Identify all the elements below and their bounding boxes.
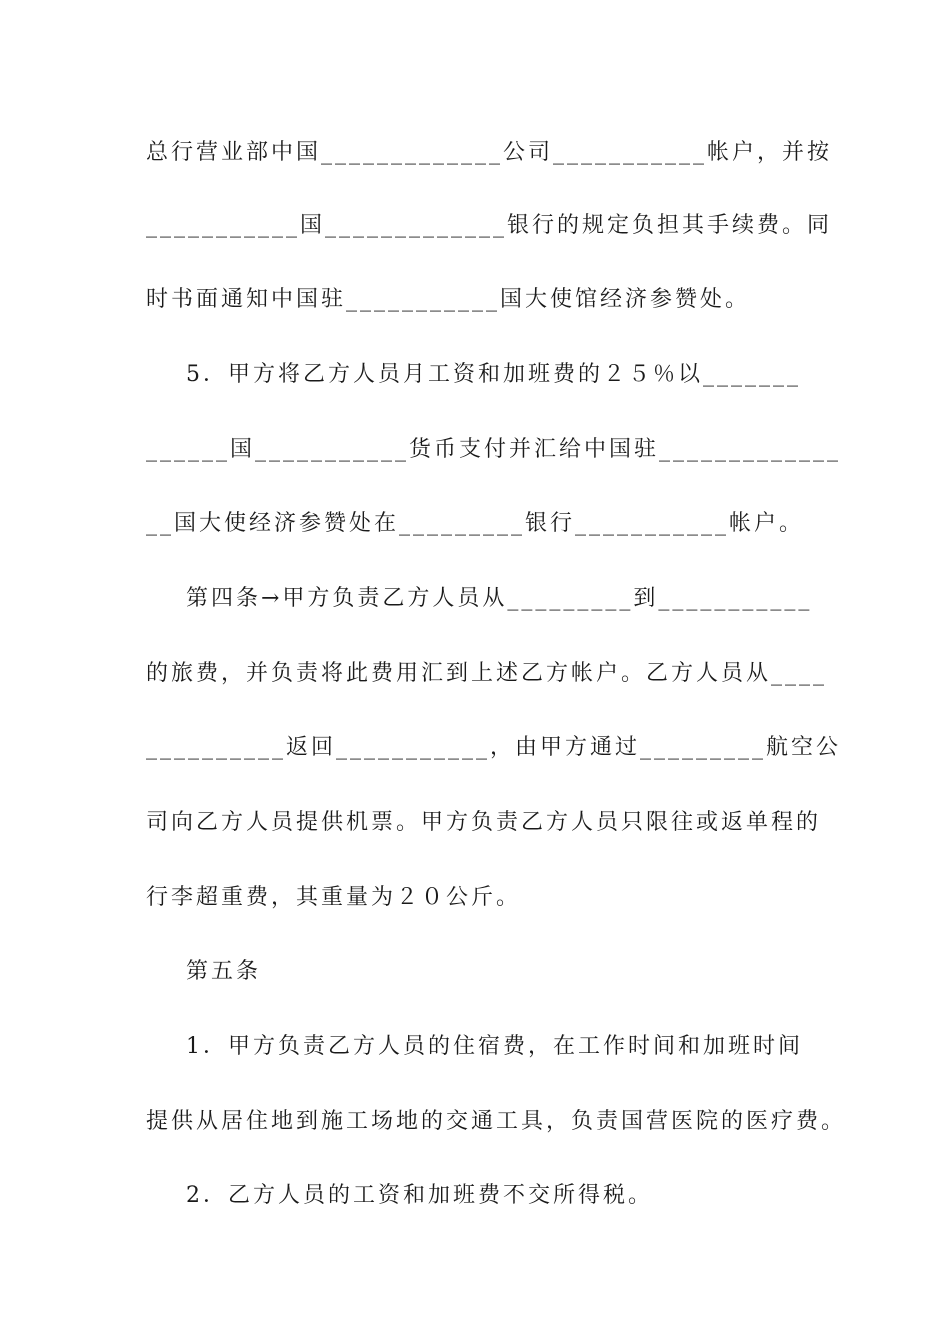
text-line: 第四条→甲方负责乙方人员从_________到___________ (146, 586, 813, 611)
text-line: 行李超重费，其重量为２０公斤。 (146, 885, 522, 910)
text-line: 5．甲方将乙方人员月工资和加班费的２５％以_______ (146, 362, 801, 387)
section-heading: 第五条 (146, 959, 261, 984)
text-line: 时书面通知中国驻___________国大使馆经济参赞处。 (146, 287, 751, 312)
text-line: 2．乙方人员的工资和加班费不交所得税。 (146, 1183, 653, 1208)
text-line: 司向乙方人员提供机票。甲方负责乙方人员只限往或返单程的 (146, 810, 822, 835)
text-line: 1．甲方负责乙方人员的住宿费，在工作时间和加班时间 (146, 1034, 803, 1059)
text-line: __国大使经济参赞处在_________银行___________帐户。 (146, 511, 805, 536)
text-line: ___________国_____________银行的规定负担其手续费。同 (146, 213, 833, 238)
text-line: 的旅费，并负责将此费用汇到上述乙方帐户。乙方人员从____ (146, 661, 828, 686)
text-line: __________返回___________，由甲方通过_________航空公 (146, 735, 842, 760)
text-line: 提供从居住地到施工场地的交通工具，负责国营医院的医疗费。 (146, 1109, 847, 1134)
text-line: 总行营业部中国_____________公司___________帐户，并按 (146, 140, 833, 165)
text-line: ______国___________货币支付并汇给中国驻_____________ (146, 437, 842, 462)
